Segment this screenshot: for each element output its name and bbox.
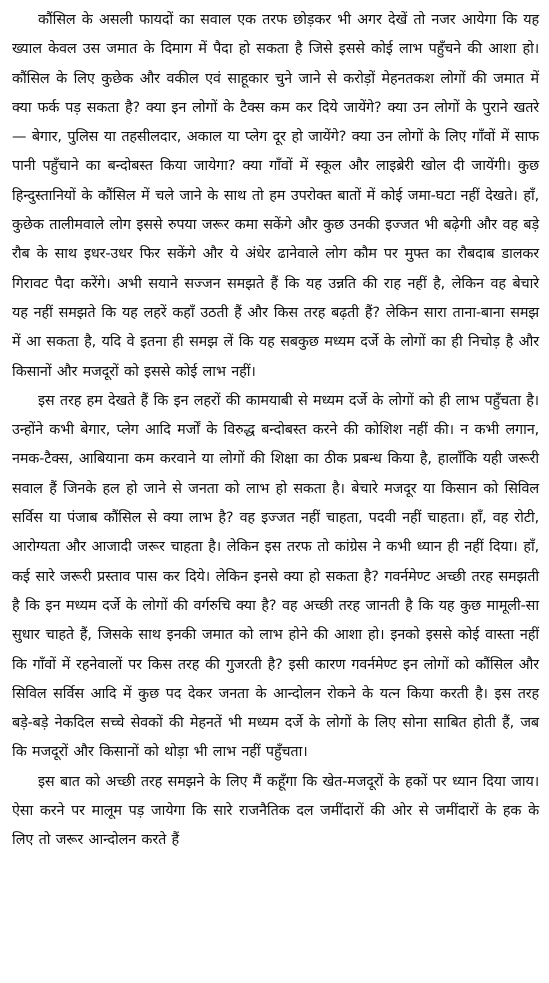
- paragraph-2: इस तरह हम देखते हैं कि इन लहरों की कामयाबी से मध्यम दर्जे के लोगों को ही लाभ पहुँचता है। उन्होंने कभी बेगार, प्लेग आदि मर्जों के विरुद्ध बन्दोबस्त करने की कोशिश नहीं की। न कभी लगान, नमक-टैक्स, आबियाना कम करवाने या लोगों की शिक्षा का ठीक प्रबन्ध किया है, हालाँकि यही जरूरी सवाल हैं जिनके हल हो जाने से जनता को लाभ हो सकता है। बेचारे मजदूर या किसान को सिविल सर्विस या पंजाब कौंसिल से क्या लाभ है? वह इज्जत नहीं चाहता, पदवी नहीं चाहता। हाँ, वह रोटी, आरोग्यता और आजादी जरूर चाहता है। लेकिन इस तरफ तो कांग्रेस ने कभी ध्यान ही नहीं दिया। हाँ, कई सारे जरूरी प्रस्ताव पास कर दिये। लेकिन इनसे क्या हो सकता है? गवर्नमेण्ट अच्छी तरह समझती है कि इन मध्यम दर्जे के लोगों की वर्गरुचि क्या है? वह अच्छी तरह जानती है कि यह कुछ मामूली-सा सुधार चाहते हैं, जिसके साथ इनकी जमात को लाभ होने की आशा हो। इनको इससे कोई वास्ता नहीं कि गाँवों में रहनेवालों पर किस तरह की गुजरती है? इसी कारण गवर्नमेण्ट इन लोगों को कौंसिल और सिविल सर्विस आदि में कुछ पद देकर जनता के आन्दोलन रोकने के यत्न किया करती है। इस तरह बड़े-बड़े नेकदिल सच्चे सेवकों की मेहनतें भी मध्यम दर्जे के लोगों के लिए सोना साबित होती हैं, जब कि मजदूरों और किसानों को थोड़ा भी लाभ नहीं पहुँचता।: [12, 392, 539, 761]
- paragraph-3: इस बात को अच्छी तरह समझने के लिए मैं कहूँगा कि खेत-मजदूरों के हकों पर ध्यान दिया जाय। ऐसा करने पर मालूम पड़ जायेगा कि सारे राजनैतिक दल जमींदारों की ओर से जमींदारों के हक के लिए तो जरूर आन्दोलन करते हैं: [12, 773, 539, 849]
- paragraph-1: कौंसिल के असली फायदों का सवाल एक तरफ छोड़कर भी अगर देखें तो नजर आयेगा कि यह ख्याल केवल उस जमात के दिमाग में पैदा हो सकता है जिसे इससे कोई लाभ पहुँचने की आशा हो। कौंसिल के लिए कुछेक और वकील एवं साहूकार चुने जाने से करोड़ों मेहनतकश लोगों की जमात में क्या फर्क पड़ सकता है? क्या इन लोगों के टैक्स कम कर दिये जायेंगे? क्या उन लोगों के पुराने खतरे— बेगार, पुलिस या तहसीलदार, अकाल या प्लेग दूर हो जायेंगे? क्या उन लोगों के लिए गाँवों में साफ पानी पहुँचाने का बन्दोबस्त किया जायेगा? क्या गाँवों में स्कूल और लाइब्रेरी खोल दी जायेंगी। कुछ हिन्दुस्तानियों के कौंसिल में चले जाने के साथ तो हम उपरोक्त बातों में कोई जमा-घटा नहीं देखते। हाँ, कुछेक तालीमवाले लोग इससे रुपया जरूर कमा सकेंगे और कुछ उनकी इज्जत भी बढ़ेगी और वह बड़े रौब के साथ इधर-उधर फिर सकेंगे और ये अंधेर ढानेवाले लोग कौम पर मुफ्त का रौबदाब डालकर गिरावट पैदा करेंगे। अभी सयाने सज्जन समझते हैं कि यह उन्नति की राह नहीं है, लेकिन वह बेचारे यह नहीं समझते कि यह लहरें कहाँ उठती हैं और किस तरह बढ़ती हैं? लेकिन सारा ताना-बाना समझ में आ सकता है, यदि वे इतना ही समझ लें कि यह सबकुछ मध्यम दर्जे के लोगों का ही निचोड़ है और किसानों और मजदूरों को इससे कोई लाभ नहीं।: [12, 12, 539, 380]
